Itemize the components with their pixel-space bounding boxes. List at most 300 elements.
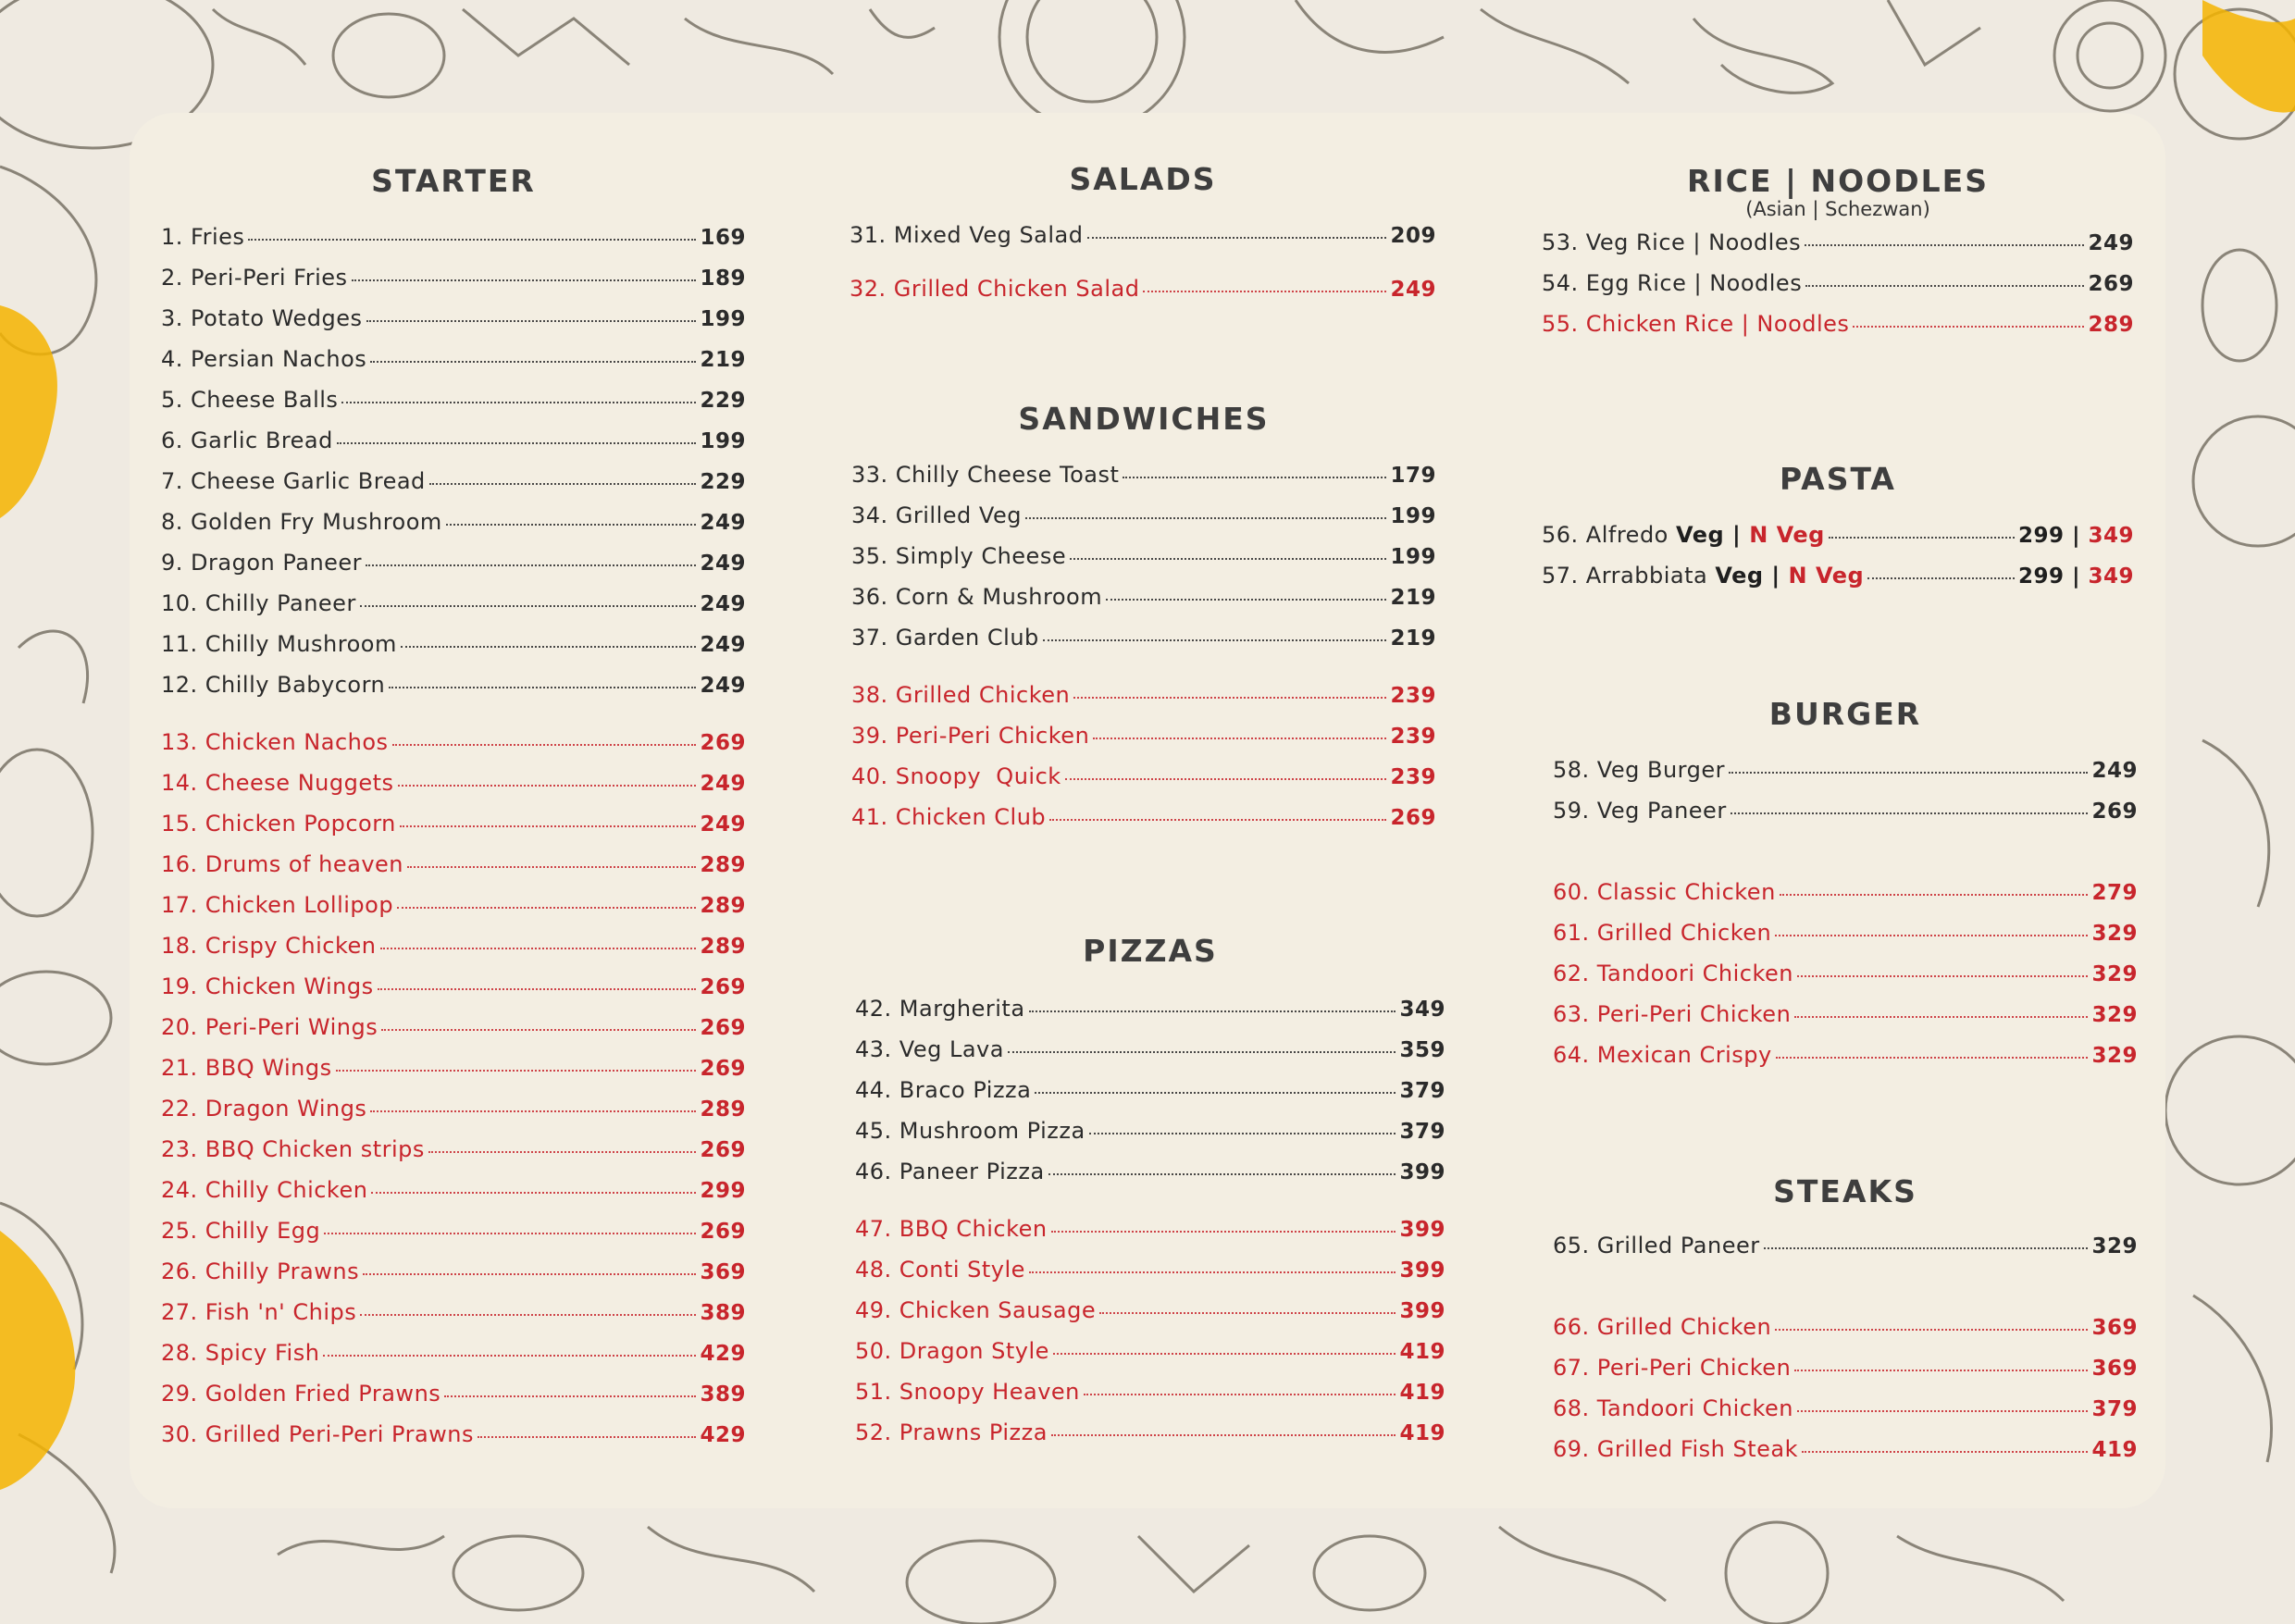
dot-leader bbox=[1065, 778, 1387, 780]
dot-leader bbox=[1143, 291, 1386, 292]
menu-item bbox=[855, 1036, 1445, 1077]
menu-item bbox=[851, 502, 1436, 543]
item-price: 429 bbox=[700, 1423, 746, 1447]
section-pizzas bbox=[855, 933, 1445, 1460]
item-name: 54. Egg Rice | Noodles bbox=[1542, 270, 1803, 296]
menu-list bbox=[851, 462, 1436, 845]
item-price: 329 bbox=[2091, 922, 2138, 946]
item-price: 219 bbox=[1390, 586, 1436, 610]
dot-leader bbox=[381, 1029, 696, 1031]
dot-leader bbox=[1794, 1370, 2088, 1371]
menu-item bbox=[161, 1014, 746, 1055]
item-price: 399 bbox=[1399, 1299, 1445, 1323]
item-price: 239 bbox=[1390, 684, 1436, 708]
item-price: 199 bbox=[1390, 545, 1436, 569]
item-price: 419 bbox=[2091, 1438, 2138, 1462]
menu-list bbox=[1542, 229, 2134, 352]
item-name: 26. Chilly Prawns bbox=[161, 1258, 360, 1284]
item-name: 59. Veg Paneer bbox=[1553, 798, 1727, 824]
item-name: 39. Peri-Peri Chicken bbox=[851, 723, 1090, 749]
dot-leader bbox=[400, 825, 697, 827]
dot-leader bbox=[360, 1314, 696, 1316]
menu-item bbox=[855, 1419, 1445, 1460]
dot-leader bbox=[1025, 517, 1387, 519]
dot-leader bbox=[1048, 1173, 1396, 1175]
dot-leader bbox=[1797, 975, 2088, 977]
dot-leader bbox=[337, 442, 697, 444]
dot-leader bbox=[1123, 477, 1386, 478]
menu-item bbox=[161, 428, 746, 468]
item-name: 19. Chicken Wings bbox=[161, 973, 374, 999]
item-price: 249 bbox=[700, 812, 746, 837]
item-price: 249 bbox=[2088, 231, 2134, 255]
menu-item bbox=[161, 265, 746, 305]
item-name: 42. Margherita bbox=[855, 996, 1025, 1022]
item-price: 329 bbox=[2091, 1234, 2138, 1258]
menu-item bbox=[851, 723, 1436, 763]
item-price: 269 bbox=[700, 975, 746, 999]
item-name: 32. Grilled Chicken Salad bbox=[850, 276, 1140, 302]
dot-leader bbox=[1805, 285, 2084, 287]
item-name: 4. Persian Nachos bbox=[161, 346, 367, 372]
item-price: 379 bbox=[2091, 1397, 2138, 1421]
menu-item bbox=[161, 1381, 746, 1421]
dot-leader bbox=[1070, 558, 1386, 560]
section-steaks bbox=[1553, 1173, 2138, 1477]
item-price: 169 bbox=[700, 226, 746, 250]
item-name: 1. Fries bbox=[161, 224, 245, 250]
item-name: 55. Chicken Rice | Noodles bbox=[1542, 311, 1850, 337]
menu-item bbox=[161, 631, 746, 672]
item-price: 359 bbox=[1399, 1038, 1445, 1062]
dot-leader bbox=[363, 1273, 696, 1275]
item-price: 239 bbox=[1390, 725, 1436, 749]
item-price: 269 bbox=[1390, 806, 1436, 830]
item-price: 269 bbox=[700, 1220, 746, 1244]
item-name: 10. Chilly Paneer bbox=[161, 590, 356, 616]
item-price: 379 bbox=[1399, 1079, 1445, 1103]
menu-item bbox=[855, 996, 1445, 1036]
dot-leader bbox=[370, 1110, 696, 1112]
item-price: 249 bbox=[700, 633, 746, 657]
item-name: 45. Mushroom Pizza bbox=[855, 1118, 1085, 1144]
item-name: 35. Simply Cheese bbox=[851, 543, 1067, 569]
item-name-text: 56. Alfredo bbox=[1542, 522, 1676, 548]
dot-leader bbox=[1043, 639, 1387, 641]
item-name: 37. Garden Club bbox=[851, 625, 1039, 651]
menu-item bbox=[851, 625, 1436, 665]
menu-item bbox=[161, 973, 746, 1014]
item-name: 41. Chicken Club bbox=[851, 804, 1047, 830]
item-name: 11. Chilly Mushroom bbox=[161, 631, 397, 657]
menu-item bbox=[850, 276, 1436, 316]
item-price: 279 bbox=[2091, 881, 2138, 905]
item-price: 329 bbox=[2091, 1003, 2138, 1027]
item-name: 52. Prawns Pizza bbox=[855, 1419, 1048, 1445]
item-name: 16. Drums of heaven bbox=[161, 851, 403, 877]
item-name bbox=[1542, 522, 1825, 548]
dot-leader bbox=[446, 524, 697, 526]
section-title: SALADS bbox=[1069, 161, 1217, 197]
item-price: 239 bbox=[1390, 765, 1436, 789]
item-price: 419 bbox=[1399, 1340, 1445, 1364]
menu-item bbox=[851, 462, 1436, 502]
dot-leader bbox=[1805, 244, 2084, 246]
item-price: 429 bbox=[700, 1342, 746, 1366]
dot-leader bbox=[371, 1192, 696, 1194]
item-name: 50. Dragon Style bbox=[855, 1338, 1049, 1364]
menu-item bbox=[855, 1216, 1445, 1257]
separator: | bbox=[1724, 522, 1750, 548]
menu-item bbox=[1553, 1355, 2138, 1395]
item-name: 5. Cheese Balls bbox=[161, 387, 339, 413]
item-name: 9. Dragon Paneer bbox=[161, 550, 363, 576]
item-name: 14. Cheese Nuggets bbox=[161, 770, 394, 796]
group-gap bbox=[161, 713, 746, 729]
dot-leader bbox=[324, 1233, 696, 1234]
dot-leader bbox=[1729, 772, 2089, 774]
menu-item bbox=[161, 729, 746, 770]
section-subtitle: (Asian | Schezwan) bbox=[1745, 198, 1930, 220]
dot-leader bbox=[389, 687, 696, 688]
item-price: 179 bbox=[1390, 464, 1436, 488]
item-name: 44. Braco Pizza bbox=[855, 1077, 1032, 1103]
item-name: 28. Spicy Fish bbox=[161, 1340, 320, 1366]
menu-item bbox=[161, 811, 746, 851]
item-name: 51. Snoopy Heaven bbox=[855, 1379, 1080, 1405]
dot-leader bbox=[360, 605, 697, 607]
item-name: 40. Snoopy Quick bbox=[851, 763, 1061, 789]
section-burger bbox=[1553, 696, 2138, 1083]
item-name: 31. Mixed Veg Salad bbox=[850, 222, 1084, 248]
item-name: 22. Dragon Wings bbox=[161, 1096, 367, 1122]
item-name: 34. Grilled Veg bbox=[851, 502, 1022, 528]
item-name: 48. Conti Style bbox=[855, 1257, 1025, 1283]
veg-label: Veg bbox=[1715, 563, 1764, 589]
dot-leader bbox=[1775, 1329, 2088, 1331]
section-title: PIZZAS bbox=[1083, 933, 1218, 969]
dot-leader bbox=[1084, 1394, 1396, 1395]
item-name: 33. Chilly Cheese Toast bbox=[851, 462, 1120, 488]
item-price: 189 bbox=[700, 267, 746, 291]
dot-leader bbox=[370, 361, 696, 363]
item-price: 269 bbox=[700, 1016, 746, 1040]
item-price: 289 bbox=[700, 894, 746, 918]
item-price: 269 bbox=[2091, 800, 2138, 824]
item-price: 299 bbox=[700, 1179, 746, 1203]
dot-leader bbox=[478, 1436, 696, 1438]
separator: | bbox=[2064, 564, 2089, 589]
item-price: 219 bbox=[700, 348, 746, 372]
non-veg-price: 349 bbox=[2088, 524, 2134, 548]
menu-item bbox=[161, 672, 746, 713]
menu-item bbox=[855, 1159, 1445, 1199]
section-pasta bbox=[1542, 461, 2134, 603]
dot-leader bbox=[1867, 577, 2015, 579]
dot-leader bbox=[1780, 894, 2089, 896]
menu-item bbox=[161, 892, 746, 933]
item-price: 329 bbox=[2091, 962, 2138, 986]
menu-item bbox=[1553, 1001, 2138, 1042]
item-name: 30. Grilled Peri-Peri Prawns bbox=[161, 1421, 474, 1447]
dot-leader bbox=[1802, 1451, 2089, 1453]
dot-leader bbox=[1853, 326, 2084, 328]
item-name: 63. Peri-Peri Chicken bbox=[1553, 1001, 1792, 1027]
menu-item bbox=[1553, 1314, 2138, 1355]
group-gap bbox=[851, 665, 1436, 682]
dot-leader bbox=[366, 320, 697, 322]
menu-item bbox=[161, 1258, 746, 1299]
dot-leader bbox=[407, 866, 696, 868]
menu-item bbox=[851, 763, 1436, 804]
dot-leader bbox=[366, 564, 696, 566]
dot-leader bbox=[1775, 935, 2088, 936]
menu-item bbox=[161, 851, 746, 892]
item-name: 64. Mexican Crispy bbox=[1553, 1042, 1772, 1068]
non-veg-label: N Veg bbox=[1749, 522, 1825, 548]
menu-list bbox=[161, 224, 746, 1462]
dot-leader bbox=[401, 646, 697, 648]
menu-list bbox=[850, 222, 1436, 316]
dot-leader bbox=[380, 948, 697, 949]
dot-leader bbox=[429, 483, 697, 485]
item-price: 379 bbox=[1399, 1120, 1445, 1144]
item-price bbox=[2018, 564, 2134, 589]
item-price: 199 bbox=[1390, 504, 1436, 528]
item-price: 369 bbox=[700, 1260, 746, 1284]
menu-item bbox=[161, 1340, 746, 1381]
item-price: 269 bbox=[700, 1057, 746, 1081]
menu-item bbox=[855, 1379, 1445, 1419]
item-price: 399 bbox=[1399, 1160, 1445, 1184]
item-price: 389 bbox=[700, 1301, 746, 1325]
group-gap bbox=[855, 1199, 1445, 1216]
menu-item bbox=[855, 1297, 1445, 1338]
veg-price: 299 bbox=[2018, 524, 2065, 548]
menu-item bbox=[1542, 563, 2134, 603]
dot-leader bbox=[1764, 1247, 2089, 1249]
menu-item bbox=[161, 550, 746, 590]
menu-item bbox=[855, 1257, 1445, 1297]
item-price: 399 bbox=[1399, 1218, 1445, 1242]
dot-leader bbox=[1008, 1051, 1396, 1053]
menu-item bbox=[851, 682, 1436, 723]
dot-leader bbox=[1731, 812, 2089, 814]
dot-leader bbox=[1029, 1010, 1396, 1012]
separator: | bbox=[1763, 563, 1789, 589]
item-price: 329 bbox=[2091, 1044, 2138, 1068]
dot-leader bbox=[341, 402, 696, 403]
section-title: PASTA bbox=[1780, 461, 1896, 497]
menu-item bbox=[855, 1338, 1445, 1379]
item-price: 249 bbox=[700, 552, 746, 576]
menu-item bbox=[851, 543, 1436, 584]
item-name: 65. Grilled Paneer bbox=[1553, 1233, 1760, 1258]
item-name: 7. Cheese Garlic Bread bbox=[161, 468, 426, 494]
menu-item bbox=[1553, 879, 2138, 920]
dot-leader bbox=[336, 1070, 697, 1072]
item-price: 209 bbox=[1390, 224, 1436, 248]
item-price: 249 bbox=[700, 511, 746, 535]
item-name: 6. Garlic Bread bbox=[161, 428, 333, 453]
item-name: 36. Corn & Mushroom bbox=[851, 584, 1103, 610]
dot-leader bbox=[1051, 1231, 1396, 1233]
item-price: 289 bbox=[700, 1097, 746, 1122]
separator: | bbox=[2064, 524, 2089, 548]
menu-item bbox=[1553, 961, 2138, 1001]
item-price: 249 bbox=[700, 772, 746, 796]
item-price: 289 bbox=[700, 853, 746, 877]
section-title: STARTER bbox=[371, 163, 536, 199]
item-name: 15. Chicken Popcorn bbox=[161, 811, 396, 837]
dot-leader bbox=[1794, 1016, 2088, 1018]
dot-leader bbox=[1049, 819, 1386, 821]
item-price: 249 bbox=[700, 674, 746, 698]
menu-item bbox=[161, 509, 746, 550]
dot-leader bbox=[1051, 1434, 1396, 1436]
item-name-text: 57. Arrabbiata bbox=[1542, 563, 1716, 589]
dot-leader bbox=[1089, 1133, 1396, 1134]
dot-leader bbox=[378, 988, 697, 990]
section-starter bbox=[161, 163, 746, 1462]
item-name: 25. Chilly Egg bbox=[161, 1218, 321, 1244]
menu-item bbox=[1542, 270, 2134, 311]
menu-item bbox=[1553, 798, 2138, 838]
item-price: 199 bbox=[700, 307, 746, 331]
section-salads bbox=[850, 161, 1436, 316]
item-name: 38. Grilled Chicken bbox=[851, 682, 1071, 708]
item-name: 29. Golden Fried Prawns bbox=[161, 1381, 441, 1407]
menu-item bbox=[161, 1136, 746, 1177]
menu-item bbox=[1542, 311, 2134, 352]
dot-leader bbox=[1099, 1312, 1396, 1314]
section-title: RICE | NOODLES bbox=[1687, 163, 1989, 199]
dot-leader bbox=[1106, 599, 1386, 601]
menu-list bbox=[1542, 522, 2134, 603]
item-name: 3. Potato Wedges bbox=[161, 305, 363, 331]
item-price: 399 bbox=[1399, 1258, 1445, 1283]
item-name: 46. Paneer Pizza bbox=[855, 1159, 1045, 1184]
dot-leader bbox=[1073, 697, 1386, 699]
group-gap bbox=[1553, 1273, 2138, 1314]
dot-leader bbox=[428, 1151, 697, 1153]
item-name: 2. Peri-Peri Fries bbox=[161, 265, 348, 291]
menu-item bbox=[161, 1421, 746, 1462]
menu-item bbox=[161, 1096, 746, 1136]
item-price: 369 bbox=[2091, 1357, 2138, 1381]
menu-item bbox=[1553, 1042, 2138, 1083]
veg-price: 299 bbox=[2018, 564, 2065, 589]
item-price bbox=[2018, 524, 2134, 548]
menu-item bbox=[161, 346, 746, 387]
item-name bbox=[1542, 563, 1864, 589]
item-price: 199 bbox=[700, 429, 746, 453]
item-name: 8. Golden Fry Mushroom bbox=[161, 509, 442, 535]
item-name: 58. Veg Burger bbox=[1553, 757, 1725, 783]
dot-leader bbox=[323, 1355, 696, 1357]
item-price: 419 bbox=[1399, 1421, 1445, 1445]
item-price: 229 bbox=[700, 389, 746, 413]
menu-item bbox=[855, 1077, 1445, 1118]
dot-leader bbox=[1087, 237, 1387, 239]
menu-item bbox=[1542, 229, 2134, 270]
item-name: 27. Fish 'n' Chips bbox=[161, 1299, 357, 1325]
item-price: 269 bbox=[700, 731, 746, 755]
dot-leader bbox=[392, 744, 697, 746]
non-veg-label: N Veg bbox=[1788, 563, 1865, 589]
menu-item bbox=[851, 584, 1436, 625]
item-name: 43. Veg Lava bbox=[855, 1036, 1004, 1062]
menu-item bbox=[850, 222, 1436, 276]
menu-item bbox=[161, 933, 746, 973]
dot-leader bbox=[248, 239, 696, 241]
item-name: 18. Crispy Chicken bbox=[161, 933, 377, 959]
item-price: 289 bbox=[700, 935, 746, 959]
item-name: 12. Chilly Babycorn bbox=[161, 672, 386, 698]
dot-leader bbox=[1829, 537, 2015, 539]
dot-leader bbox=[1029, 1271, 1396, 1273]
item-price: 269 bbox=[700, 1138, 746, 1162]
dot-leader bbox=[1093, 738, 1386, 739]
menu-item bbox=[161, 1299, 746, 1340]
group-gap bbox=[1553, 838, 2138, 879]
non-veg-price: 349 bbox=[2088, 564, 2134, 589]
menu-item bbox=[161, 468, 746, 509]
section-title: SANDWICHES bbox=[1018, 401, 1270, 437]
item-price: 269 bbox=[2088, 272, 2134, 296]
menu-item bbox=[1553, 757, 2138, 798]
item-name: 20. Peri-Peri Wings bbox=[161, 1014, 378, 1040]
item-price: 219 bbox=[1390, 626, 1436, 651]
item-price: 249 bbox=[1390, 278, 1436, 302]
menu-item bbox=[1553, 920, 2138, 961]
item-name: 62. Tandoori Chicken bbox=[1553, 961, 1794, 986]
item-name: 24. Chilly Chicken bbox=[161, 1177, 368, 1203]
menu-item bbox=[161, 1218, 746, 1258]
dot-leader bbox=[444, 1395, 696, 1397]
item-price: 389 bbox=[700, 1382, 746, 1407]
item-name: 61. Grilled Chicken bbox=[1553, 920, 1772, 946]
item-name: 53. Veg Rice | Noodles bbox=[1542, 229, 1802, 255]
dot-leader bbox=[1035, 1092, 1396, 1094]
section-rice-noodles bbox=[1542, 163, 2134, 352]
menu-item bbox=[161, 305, 746, 346]
menu-item bbox=[161, 387, 746, 428]
menu-item bbox=[855, 1118, 1445, 1159]
item-price: 229 bbox=[700, 470, 746, 494]
item-price: 249 bbox=[700, 592, 746, 616]
menu-item bbox=[851, 804, 1436, 845]
dot-leader bbox=[398, 785, 697, 787]
section-title: BURGER bbox=[1768, 696, 1922, 732]
section-title: STEAKS bbox=[1773, 1173, 1917, 1209]
menu-item bbox=[161, 590, 746, 631]
item-name: 67. Peri-Peri Chicken bbox=[1553, 1355, 1792, 1381]
item-name: 49. Chicken Sausage bbox=[855, 1297, 1097, 1323]
item-name: 66. Grilled Chicken bbox=[1553, 1314, 1772, 1340]
item-name: 69. Grilled Fish Steak bbox=[1553, 1436, 1798, 1462]
dot-leader bbox=[397, 907, 696, 909]
item-name: 21. BBQ Wings bbox=[161, 1055, 332, 1081]
dot-leader bbox=[352, 279, 697, 281]
menu-list bbox=[855, 996, 1445, 1460]
item-price: 369 bbox=[2091, 1316, 2138, 1340]
item-price: 419 bbox=[1399, 1381, 1445, 1405]
item-price: 249 bbox=[2091, 759, 2138, 783]
item-name: 13. Chicken Nachos bbox=[161, 729, 389, 755]
dot-leader bbox=[1776, 1057, 2089, 1059]
menu-item bbox=[161, 224, 746, 265]
